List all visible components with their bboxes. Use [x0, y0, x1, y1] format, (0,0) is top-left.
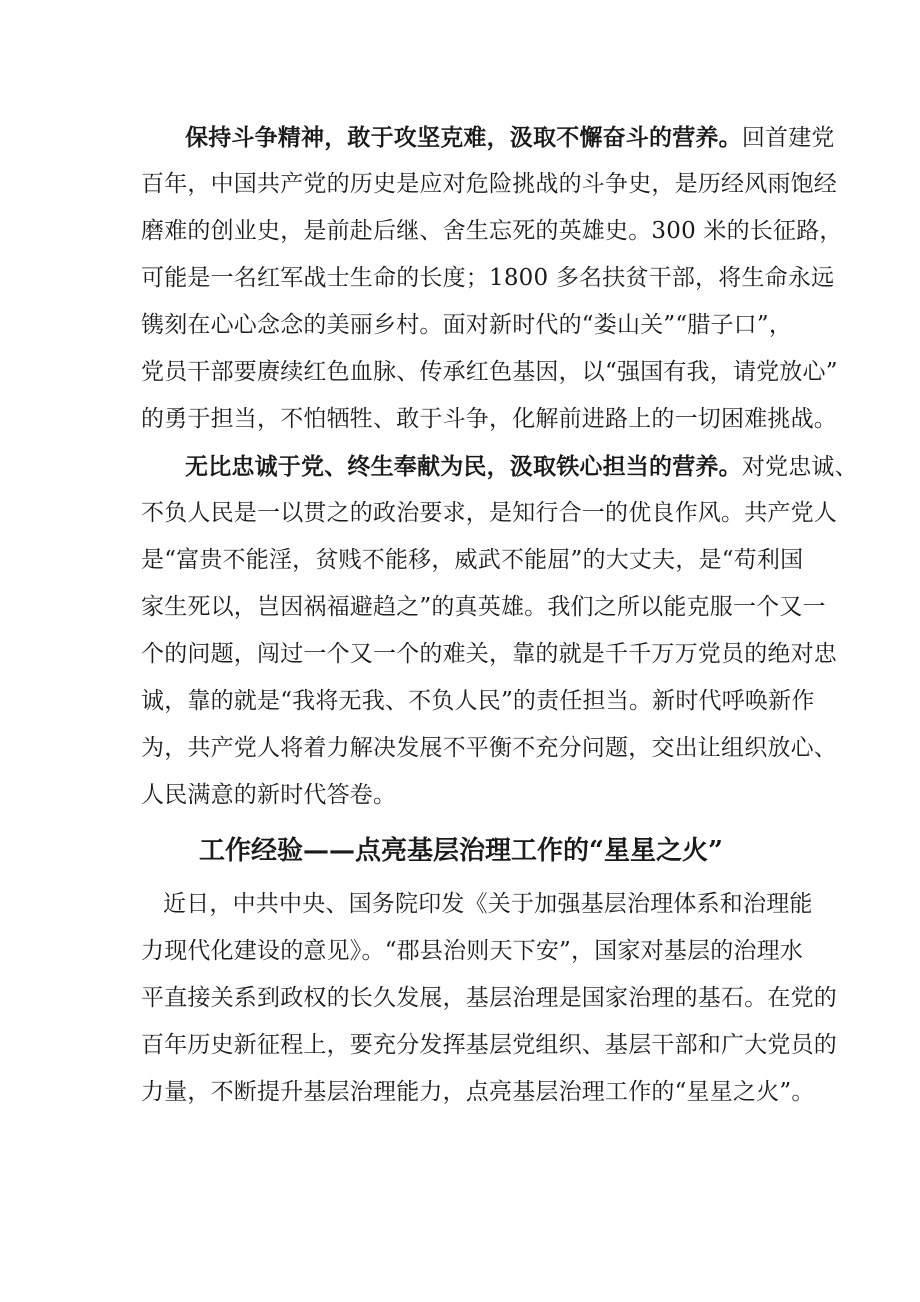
paragraph-struggle-spirit [141, 114, 843, 443]
paragraph-line: 诚，靠的就是“我将无我、不负人民”的责任担当。新时代呼唤新作 [141, 688, 815, 714]
paragraph-text: 回首建党 [741, 125, 835, 151]
paragraph-line: 可能是一名红军战士生命的长度；1800 多名扶贫干部，将生命永远 [141, 265, 835, 291]
paragraph-grassroots-governance [141, 881, 837, 1116]
paragraph-lead: 无比忠诚于党、终生奉献为民，汲取铁心担当的营养。 [185, 453, 742, 480]
paragraph-line: 镌刻在心心念念的美丽乡村。面对新时代的“娄山关”“腊子口”， [141, 312, 793, 338]
section-heading: 工作经验——点亮基层治理工作的“星星之火” [199, 836, 723, 866]
paragraph-line: 党员干部要赓续红色血脉、传承红色基因，以“强国有我，请党放心” [141, 359, 838, 385]
paragraph-line [141, 114, 835, 161]
paragraph-line: 力现代化建设的意见》。“郡县治则天下安”，国家对基层的治理水 [141, 938, 804, 964]
paragraph-line: 力量，不断提升基层治理能力，点亮基层治理工作的“星星之火”。 [141, 1079, 815, 1105]
paragraph-loyalty [141, 443, 858, 819]
paragraph-line: 不负人民是一以贯之的政治要求，是知行合一的优良作风。共产党人 [141, 500, 837, 526]
paragraph-text: 对党忠诚、 [741, 454, 858, 480]
paragraph-line [141, 443, 858, 490]
paragraph-line: 个的问题，闯过一个又一个的难关，靠的就是千千万万党员的绝对忠 [141, 641, 837, 667]
paragraph-line: 百年，中国共产党的历史是应对危险挑战的斗争史，是历经风雨饱经 [141, 171, 837, 197]
paragraph-lead: 保持斗争精神，敢于攻坚克难，汲取不懈奋斗的营养。 [185, 124, 742, 151]
paragraph-line: 家生死以，岂因祸福避趋之”的真英雄。我们之所以能克服一个又一 [141, 594, 826, 620]
paragraph-line: 平直接关系到政权的长久发展，基层治理是国家治理的基石。在党的 [141, 985, 837, 1011]
paragraph-line: 为，共产党人将着力解决发展不平衡不充分问题，交出让组织放心、 [141, 735, 837, 761]
paragraph-line: 是“富贵不能淫，贫贱不能移，威武不能屈”的大丈夫，是“苟利国 [141, 547, 804, 573]
paragraph-line: 人民满意的新时代答卷。 [141, 782, 397, 808]
paragraph-line: 的勇于担当，不怕牺牲、敢于斗争，化解前进路上的一切困难挑战。 [141, 406, 837, 432]
document-page [141, 114, 858, 1116]
paragraph-line: 磨难的创业史，是前赴后继、舍生忘死的英雄史。300 米的长征路， [141, 218, 843, 244]
paragraph-line: 近日，中共中央、国务院印发《关于加强基层治理体系和治理能 [163, 891, 813, 917]
paragraph-line: 百年历史新征程上，要充分发挥基层党组织、基层干部和广大党员的 [141, 1032, 837, 1058]
